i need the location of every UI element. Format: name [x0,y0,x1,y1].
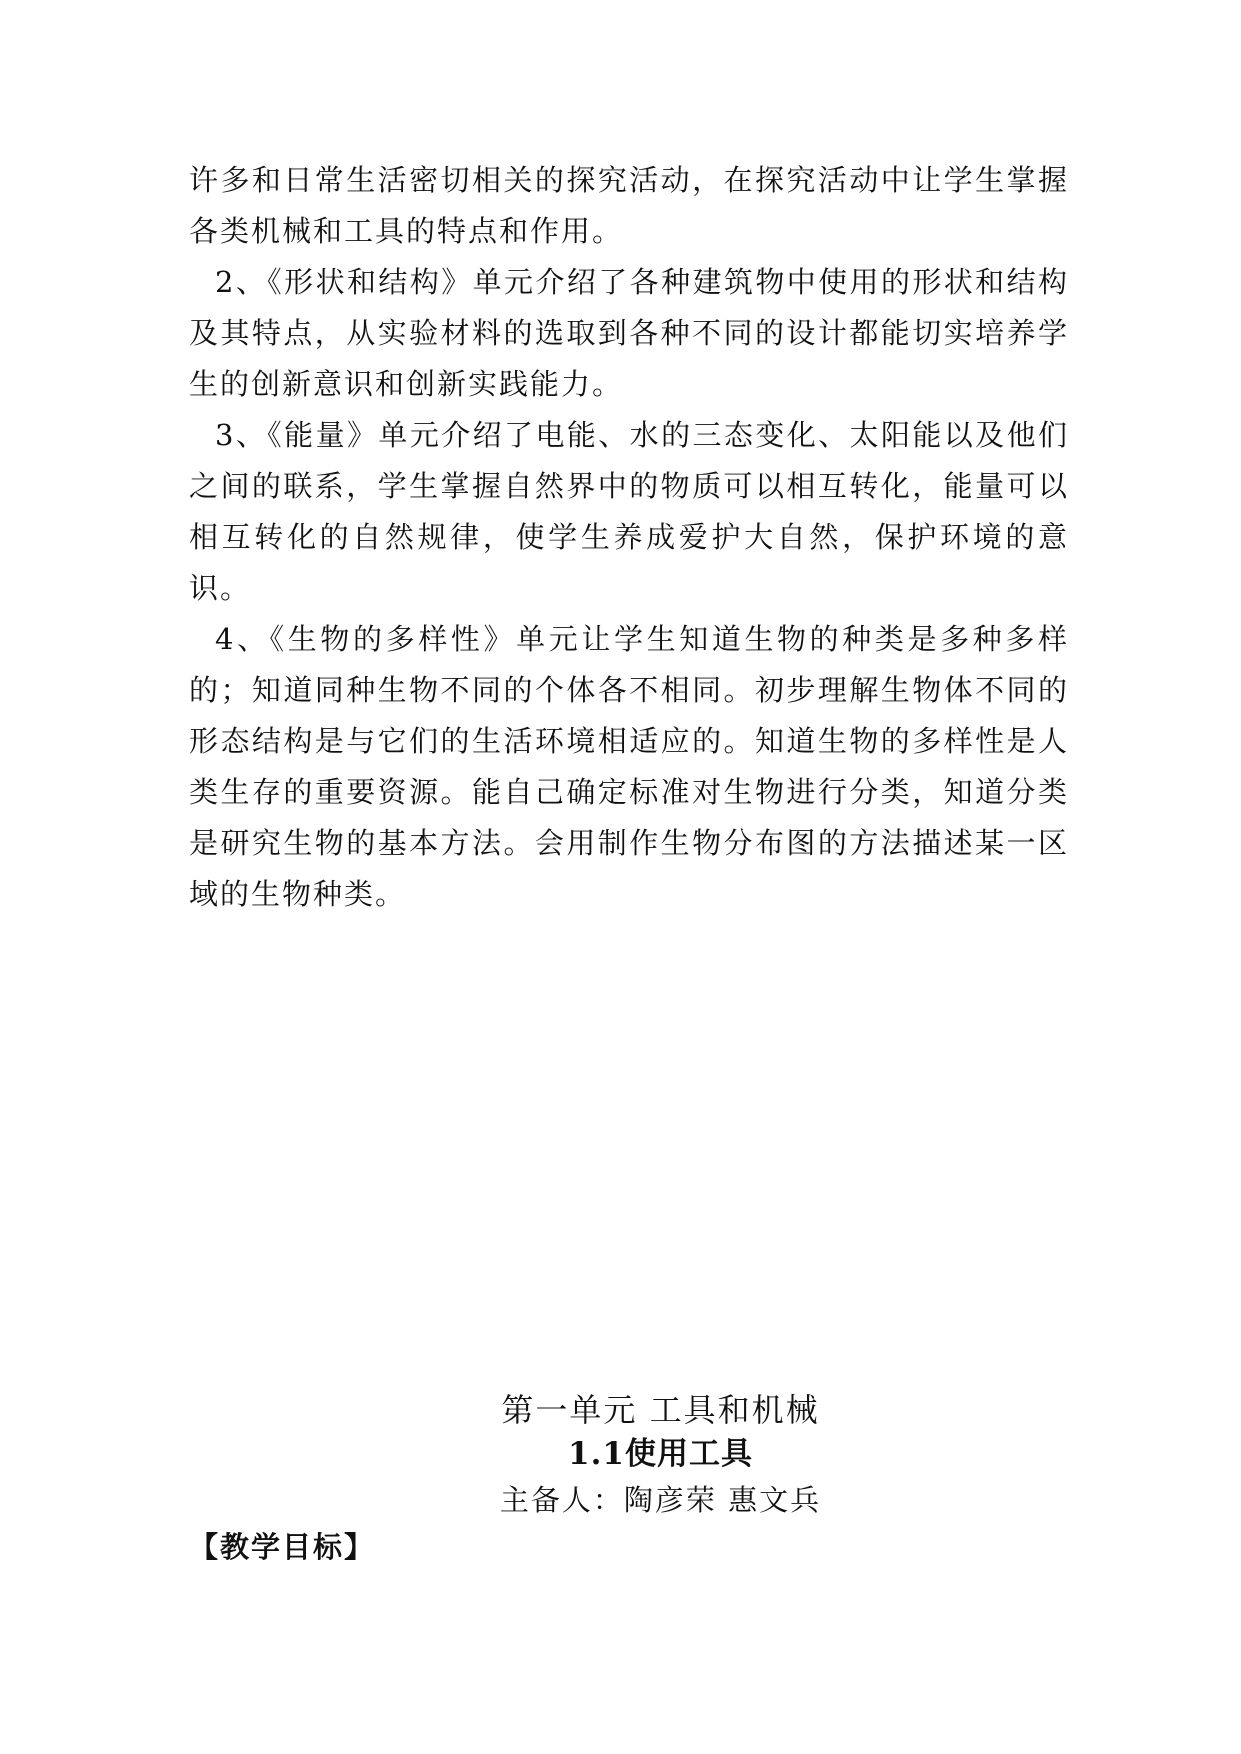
unit-title: 第一单元 工具和机械 [501,1391,820,1429]
authors-line: 主备人：陶彦荣 惠文兵 [499,1483,822,1517]
paragraph-energy: 3、《能量》单元介绍了电能、水的三态变化、太阳能以及他们之间的联系，学生掌握自然界中的物质可以相互转化，能量可以相互转化的自然规律，使学生养成爱护大自然，保护环境的意识。 [189,418,1069,605]
section-heading-teaching-goals: 【教学目标】 [189,1530,376,1564]
paragraph-biodiversity: 4、《生物的多样性》单元让学生知道生物的种类是多种多样的；知道同种生物不同的个体各不相同。初步理解生物体不同的形态结构是与它们的生活环境相适应的。知道生物的多样性是人类生存的重要资源。能自己确定标准对生物进行分类，知道分类是研究生物的基本方法。会用制作生物分布图的方法描述某一区域的生物种类。 [189,622,1069,911]
body-text [189,155,1069,920]
lesson-title: 1.1使用工具 [568,1436,753,1472]
paragraph-tools-machines-continued: 许多和日常生活密切相关的探究活动，在探究活动中让学生掌握各类机械和工具的特点和作用。 [189,163,1069,248]
paragraph-shape-structure: 2、《形状和结构》单元介绍了各种建筑物中使用的形状和结构及其特点，从实验材料的选取到各种不同的设计都能切实培养学生的创新意识和创新实践能力。 [189,265,1069,401]
